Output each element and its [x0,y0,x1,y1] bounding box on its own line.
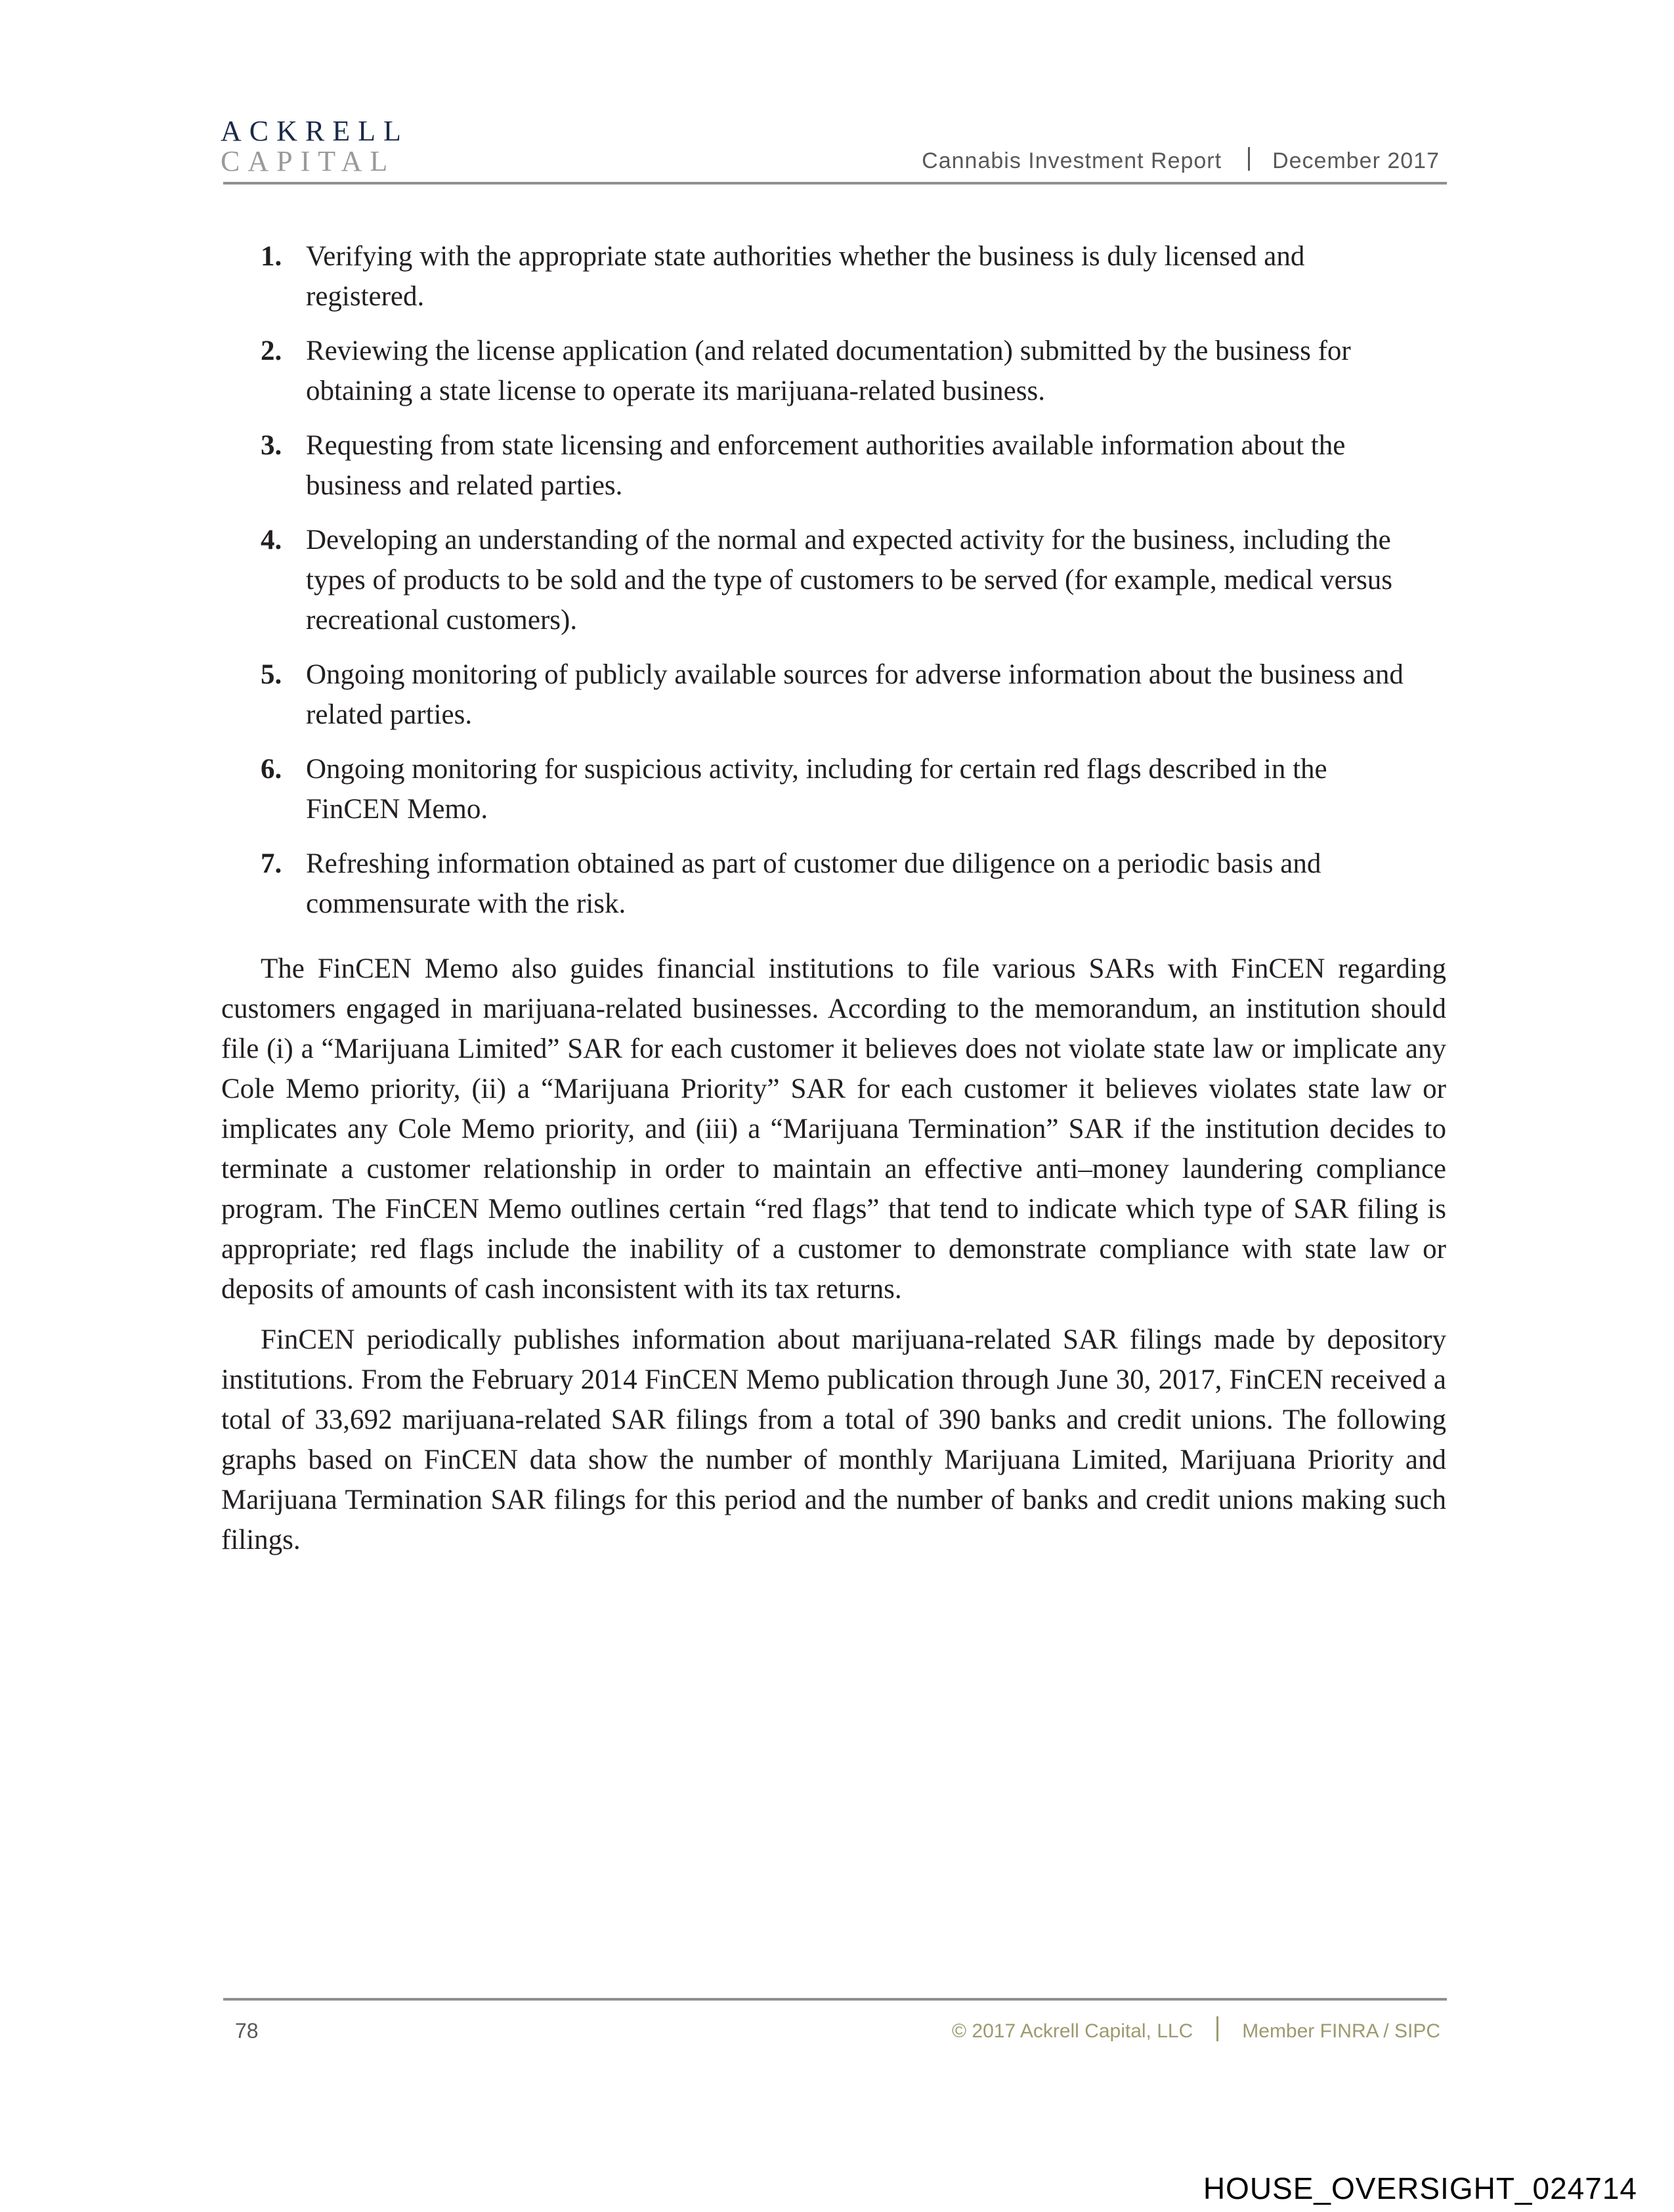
list-item-number: 3. [261,430,282,461]
body-paragraph-sar-filings: FinCEN periodically publishes information about marijuana-related SAR filings made by depository institutions. From the February 2014 FinCEN Memo publication through June 30, 2017, FinCEN received a total of 33,692 marijuana-related SAR filings from a total of 390 banks and credit unions. The following graphs based on FinCEN data show the number of monthly Marijuana Limited, Marijuana Priority and Marijuana Termination SAR filings for this period and the number of banks and credit unions making such filings. [221,1324,1446,1555]
list-item-text: Verifying with the appropriate state authorities whether the business is duly licensed and registered. [306,241,1305,312]
list-item [221,331,1446,411]
list-item [221,425,1446,506]
list-item-text: Developing an understanding of the normal and expected activity for the business, including the types of products to be sold and the type of customers to be served (for example, medical versus recreational customers). [306,525,1393,636]
list-item-number: 5. [261,659,282,690]
page-number: 78 [235,2019,259,2043]
list-item [221,749,1446,829]
footer-separator [1216,2016,1218,2041]
header-rule [223,182,1447,184]
list-item-text: Requesting from state licensing and enforcement authorities available information about the business and related parties. [306,430,1346,501]
list-item [221,236,1446,316]
list-item-number: 7. [261,848,282,879]
header-separator [1248,147,1250,171]
list-item-number: 4. [261,525,282,555]
report-date: December 2017 [1272,148,1440,173]
list-item-text: Reviewing the license application (and related documentation) submitted by the business for obtaining a state license to operate its marijuana-related business. [306,336,1351,406]
list-item [221,844,1446,924]
logo-line-capital: CAPITAL [221,145,396,177]
list-item-text: Refreshing information obtained as part of customer due diligence on a periodic basis and commensurate with the risk. [306,848,1321,919]
body-paragraph-sar-types: The FinCEN Memo also guides financial institutions to file various SARs with FinCEN regarding customers engaged in marijuana-related businesses. According to the memorandum, an institution should file (i) a “Marijuana Limited” SAR for each customer it believes does not violate state law or implicate any Cole Memo priority, (ii) a “Marijuana Priority” SAR for each customer it believes violates state law or implicates any Cole Memo priority, and (iii) a “Marijuana Termination” SAR if the institution decides to terminate a customer relationship in order to maintain an effective anti–money laundering compliance program. The FinCEN Memo outlines certain “red flags” that tend to indicate which type of SAR filing is appropriate; red flags include the inability of a customer to demonstrate compliance with state law or deposits of amounts of cash inconsistent with its tax returns. [221,953,1446,1305]
list-item-text: Ongoing monitoring for suspicious activity, including for certain red flags described in the FinCEN Memo. [306,754,1327,825]
running-header [922,147,1440,174]
ackrell-capital-logo [221,117,409,176]
copyright-text: © 2017 Ackrell Capital, LLC [951,2020,1193,2042]
list-item [221,520,1446,640]
footer-legal [952,2016,1440,2043]
list-item-text: Ongoing monitoring of publicly available sources for adverse information about the business and related parties. [306,659,1404,730]
list-item [221,655,1446,735]
logo-line-ackrell: ACKRELL [221,115,409,147]
list-item-number: 2. [261,336,282,366]
due-diligence-list [221,236,1446,924]
list-item-number: 1. [261,241,282,272]
membership-text: Member FINRA / SIPC [1242,2020,1440,2042]
page-content [221,236,1446,1560]
bates-stamp: HOUSE_OVERSIGHT_024714 [1203,2171,1637,2205]
report-title: Cannabis Investment Report [922,148,1222,173]
list-item-number: 6. [261,754,282,785]
footer-rule [223,1998,1447,2001]
